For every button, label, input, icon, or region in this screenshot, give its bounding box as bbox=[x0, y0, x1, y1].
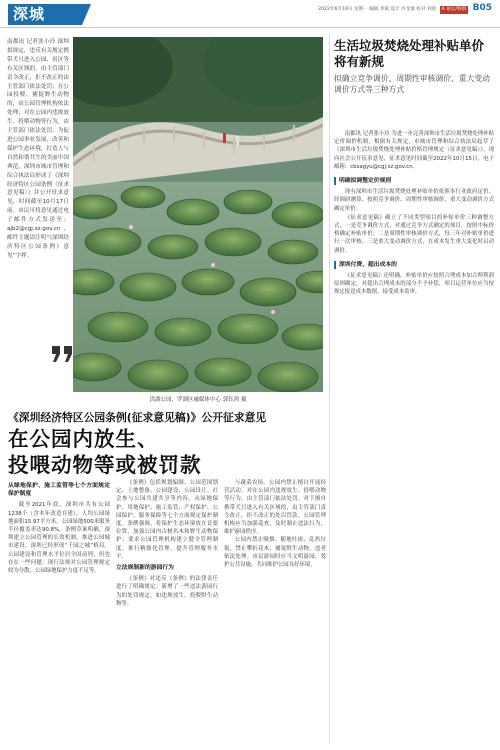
side-article-intro: 南都讯 记者张小玲 为进一步完善深圳市生活垃圾焚烧处理补贴定价调价机制，根据有关规定，市城市管理和综合执法局起草了《深圳市生活垃圾焚烧处理补贴价格管理规定（征求意见稿）》，现向社会公开征求意见，征求意见时间截至2022年10月15日，电子邮箱：cbsagyu@cgj.sz.gov.cn。 bbox=[334, 131, 494, 170]
side-article-paragraph-1: 现有深圳市生活垃圾焚烧处理补贴单价依照本行业政府定价，经调研测算，按照竞争调价、周期性审核调价、重大变动调价方式确定单价。 bbox=[334, 189, 494, 212]
photo-caption: 洪湖公园，罗湖区融媒体中心 郭钰鸿 摄 bbox=[149, 397, 247, 403]
column-3-text: 与蔬菜农场。公园内禁止擅自开展经营活动。对在公园内违规放生、投喂动物等行为，由主管部门依法处罚。对于擅自携带犬只进入有关区域的，由主管部门责令改正，拒不改正的处以罚款。公园管理机构应当加强巡查，及时制止违法行为，维护游园秩序。 bbox=[224, 480, 326, 536]
left-column-text: 南都讯 记者张小玲 深圳拟规定，违反有关规定携带犬只进入公园、景区等有关区域的，由主管部门责令改正，拒不改正的由主管部门依法处罚；在公园投喂、捕捉野生动物的，由公园管理机构依法处理；对在公园内违规放生、投喂动物等行为，由主管部门依法处罚。为促进公园事业发展，改善和保护生态环境，打造人与自然和谐共生的美丽中国典范，深圳市城市管理和综合执法局形成了《深圳经济特区公园条例（征求意见稿）》并公开征求意见，时间截至10月17日前。市民可将意见通过电子邮件方式发送至：ajb2@cgj.sz.gov.cn，邮件主题请注明“《深圳经济特区公园条例》意见”字样。 bbox=[7, 39, 69, 259]
side-article-heading-1: 明确拟调整定价规则 bbox=[334, 177, 494, 185]
column-1-heading: 从绿地保护、施工监管等七个方面规定保护制度 bbox=[8, 483, 110, 498]
article-body bbox=[8, 479, 326, 745]
lotus-pond-photo bbox=[73, 37, 323, 392]
article-title-line-1: 在公园内放生、 bbox=[8, 427, 159, 451]
side-article-body bbox=[334, 130, 494, 298]
dateline bbox=[318, 4, 492, 14]
article-column-2 bbox=[116, 479, 218, 745]
article-title-line-2: 投喂动物等或被罚款 bbox=[8, 453, 202, 477]
page-number: B05 bbox=[472, 3, 492, 13]
page-tag: A 论坛/特别 bbox=[441, 7, 467, 12]
article-column-3 bbox=[224, 479, 326, 745]
column-3-text-b: 公园内禁止吸烟、随地吐痰、乱扔垃圾，禁止攀折花木、捕捉野生动物，违者依法处理。市民游园时应当文明游园，爱护公共设施，共同维护公园良好环境。 bbox=[224, 537, 326, 569]
photo-illustration bbox=[73, 37, 323, 392]
side-article-title: 生活垃圾焚烧处理补贴单价将有新规 bbox=[334, 38, 485, 69]
side-article-paragraph-2: 《征求意见稿》确立了不同类型项目的补贴单价三种调整方式，一是竞争调价方式，对通过竞争方式确定的项目，按照中标价格确定补贴单价；二是周期性审核调价方式，每三年对补贴单价进行一次审核；三是重大变动调价方式，在成本发生重大变化时启动调价。 bbox=[334, 214, 494, 254]
column-divider bbox=[329, 34, 330, 744]
column-2-text: 《条例》包括规划编制、公园范围划定、土地整备、公园建设、公园设计、社会参与公园共建共享等内容。从绿地保护、用地保护、施工监管、产权保护、公园保护、服务保障等七个方面规定保护制度。条例强调，将保护生态环境放在首要位置，加强公园内古树名木和野生动物保护；要求公园管理机构建立健全管理制度，推行精细化管理，提升管理服务水平。 bbox=[116, 480, 218, 560]
page-header bbox=[0, 0, 500, 28]
quotation-mark-icon bbox=[50, 344, 76, 364]
article-supertitle: 《深圳经济特区公园条例(征求意见稿)》公开征求意见 bbox=[8, 411, 267, 424]
side-article-subtitle: 拟确立竞争调价、周期性审核调价、重大变动调价方式等三种方式 bbox=[334, 74, 490, 94]
dateline-text: 2022年6月19日 星期一 编辑 李斌 设计 冉龙瑜 校对 刘晨 bbox=[318, 7, 437, 12]
section-logo: 深城 bbox=[8, 4, 82, 25]
side-article-heading-2: 深圳付费、超出成本的 bbox=[334, 261, 494, 269]
article-headline bbox=[8, 410, 328, 478]
column-2-text-b: 《条例》对违反《条例》的法律责任进行了明确规定。新增了一些违法游园行为的处罚规定，如违规放生、投喂野生动物等。 bbox=[116, 576, 218, 607]
column-1-text: 截至2021年底，深圳市共有公园1238个（含本年改造在建），人均公园绿地面积15.97平方米，公园绿地500米服务半径覆盖率达90.8%。条例草案明确，深圳建立公园管理的长效机制，推进公园城市建设。深圳已经形成“千园之城”格局，公园建设和管理水平位居全国前列，但也存在一些问题：现行法规对公园管理规定较为分散、公园绿地保护力度不足等。 bbox=[8, 502, 110, 575]
column-2-heading: 立法规制新的游园行为 bbox=[116, 565, 174, 572]
article-column-1 bbox=[8, 479, 110, 745]
side-article-header bbox=[334, 38, 494, 95]
side-article-paragraph-3: 《征求意见稿》还明确，补贴单价应按照合理成本加合理利润原则确定，对超出合理成本的部分不予补偿，项目运营单位应当按规定报送成本数据，接受成本监审。 bbox=[334, 273, 494, 296]
